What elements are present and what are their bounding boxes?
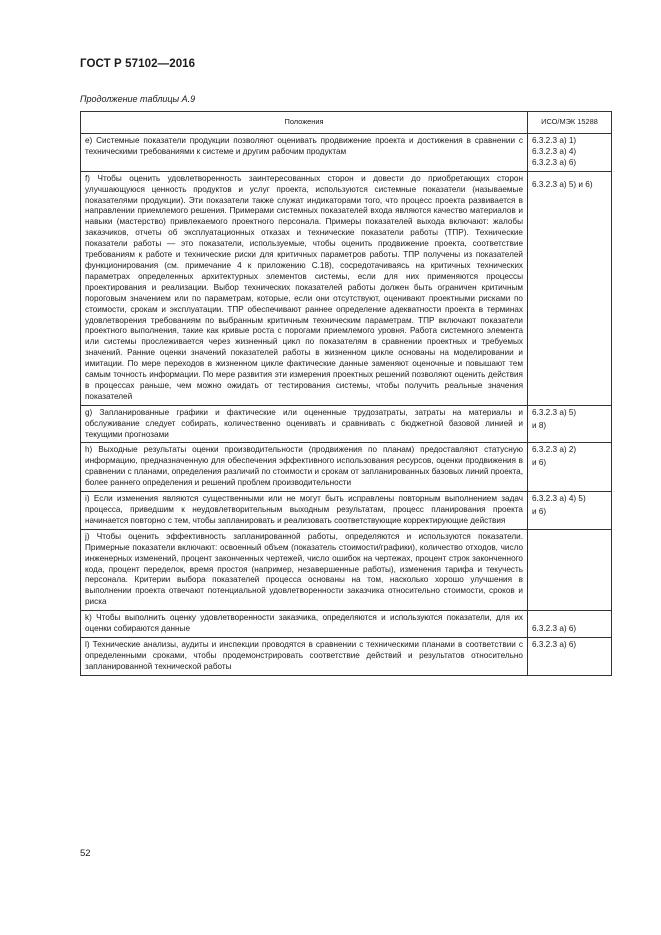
row-reference [528, 134, 612, 172]
row-text: i) Если изменения являются существенными или не могут быть исправлены повторным выполнением задач процесса, приведшим к неудовлетворительным выходным результатам, процесс планирования проекта начинается повторно с тем, чтобы запланировать и реализовать соответствующие корректирующие действия [81, 492, 528, 530]
table-row [81, 611, 612, 638]
reference-line: 6.3.2.3 а) 1) [532, 136, 577, 145]
reference-line: 6.3.2.3 а) 4) [532, 146, 577, 156]
reference-line: 6.3.2.3 а) 5) [532, 407, 577, 417]
table-row [81, 171, 612, 405]
reference-line: 6.3.2.3 а) 4) 5) [532, 494, 586, 504]
row-text: h) Выходные результаты оценки производительности (продвижения по планам) предоставляют статусную информацию, предназначенную для обеспечения эффективного использования ресурсов, оценки продвижения в сравнении с планами, определения различий по стоимости и срокам от запланированных базовых линий проекта, более раннего определения и решений проблем производительности [81, 443, 528, 492]
standard-number: ГОСТ Р 57102—2016 [80, 58, 196, 70]
table-row [81, 492, 612, 530]
reference-line: 6.3.2.3 а) 5) и 6) [532, 179, 593, 189]
reference-line: 6.3.2.3 а) 6) [532, 624, 577, 634]
column-header-provisions: Положения [81, 112, 528, 134]
reference-line: и 8) [532, 420, 547, 430]
row-text: l) Технические анализы, аудиты и инспекции проводятся в сравнении с техническими планами в соответствии с определенными сроками, чтобы продемонстрировать соответствие действий и результатов относительно запланированной технической работы [81, 637, 528, 675]
row-reference [528, 443, 612, 492]
page-number: 52 [80, 848, 91, 859]
row-reference [528, 611, 612, 638]
reference-line: 6.3.2.3 а) 6) [532, 639, 577, 649]
row-reference [528, 492, 612, 530]
row-text: k) Чтобы выполнить оценку удовлетворенности заказчика, определяются и используются показатели, для их оценки собираются данные [81, 611, 528, 638]
row-text: g) Запланированные графики и фактические или оцененные трудозатраты, затраты на материалы и обслуживание следует собирать, количественно оценивать и сравнивать с бюджетной базовой линией и текущими прогнозами [81, 405, 528, 443]
column-header-iso-reference: ИСО/МЭК 15288 [528, 112, 612, 134]
table-row [81, 637, 612, 675]
row-reference [528, 637, 612, 675]
row-text: e) Системные показатели продукции позволяют оценивать продвижение проекта и достижения в сравнении с техническими требованиями к системе и другим рабочим продуктам [81, 134, 528, 172]
table-header-row [81, 112, 612, 134]
row-text: j) Чтобы оценить эффективность запланированной работы, определяются и используются показатели. Примерные показатели включают: освоенный объем (показатель стоимости/графики), количество отходов, число инженерных изменений, процент законченных чертежей, число ошибок на чертежах, процент строк законченного кода, процент переделок, время простоя (например, незавершенные работы), изменения тарифа и текучесть персонала. Критерии выбора показателей процесса основаны на том, насколько хорошо улучшения в выполнении проекта отвечают потенциальной удовлетворенности заказчика относительно стоимости, сроков и риска [81, 529, 528, 610]
row-reference [528, 405, 612, 443]
row-reference [528, 529, 612, 610]
table-row [81, 405, 612, 443]
provisions-table [80, 111, 612, 676]
reference-line: 6.3.2.3 а) 6) [532, 157, 577, 167]
row-reference [528, 171, 612, 405]
table-caption: Продолжение таблицы А.9 [80, 94, 196, 104]
reference-line: 6.3.2.3 а) 2) [532, 445, 577, 455]
reference-line: и 6) [532, 458, 547, 468]
row-text: f) Чтобы оценить удовлетворенность заинтересованных сторон и довести до приобретающих сторон улучшающуюся ценность продуктов и услуг проекта, используются системные показатели (называемые показателями продукции). Эти показатели также служат индикаторами того, что процесс проекта развивается в направлении приемлемого решения. Примерами системных показателей входа являются качество материалов и навыки (мастерство) привлекаемого проектного персонала. Примеры показателей выхода включают: жалобы заказчиков, отчеты об эксплуатационных отказах и технические показатели работы (ТПР). Технические показатели работы — это показатели, используемые, чтобы оценить продвижение проекта, соответствие требованиям к работе и технические риски для критичных параметров работы. ТПР получены из показателей функционирования (см. примечание 4 к приложению С.18), сосредотачиваясь на критичных технических параметрах определенных архитектурных элементов системы, если для них применяются процессы проектирования и реализации. Выбор технических показателей работы должен быть ограничен критичным пороговым значением или по параметрам, которые, если они отсутствуют, оценивают проектными рисками по стоимости, срокам и эксплуатации. ТПР обеспечивают раннее определение адекватности проекта в терминах удовлетворения требованиям по выбранным критичным техническим параметрам. ТПР включают показатели проектного выполнения, такие как кривые роста с порогами приемлемого уровня. Работа системного элемента или системы прослеживается через жизненный цикл по показателям в сравнении проектных и требуемых значений. Ранние оценки значений показателей работы в жизненном цикле основаны на моделировании и имитации. По мере переходов в жизненном цикле фактические данные заменяют оценочные и повышают тем самым точность информации. По мере развития эти измерения проектных решений позволяют оценить действия в процессах раньше, чем можно ожидать от тестирования системы, чтобы получить реальные значения показателей [81, 171, 528, 405]
table-row [81, 134, 612, 172]
table-row [81, 529, 612, 610]
table-row [81, 443, 612, 492]
reference-line: и 6) [532, 507, 547, 516]
